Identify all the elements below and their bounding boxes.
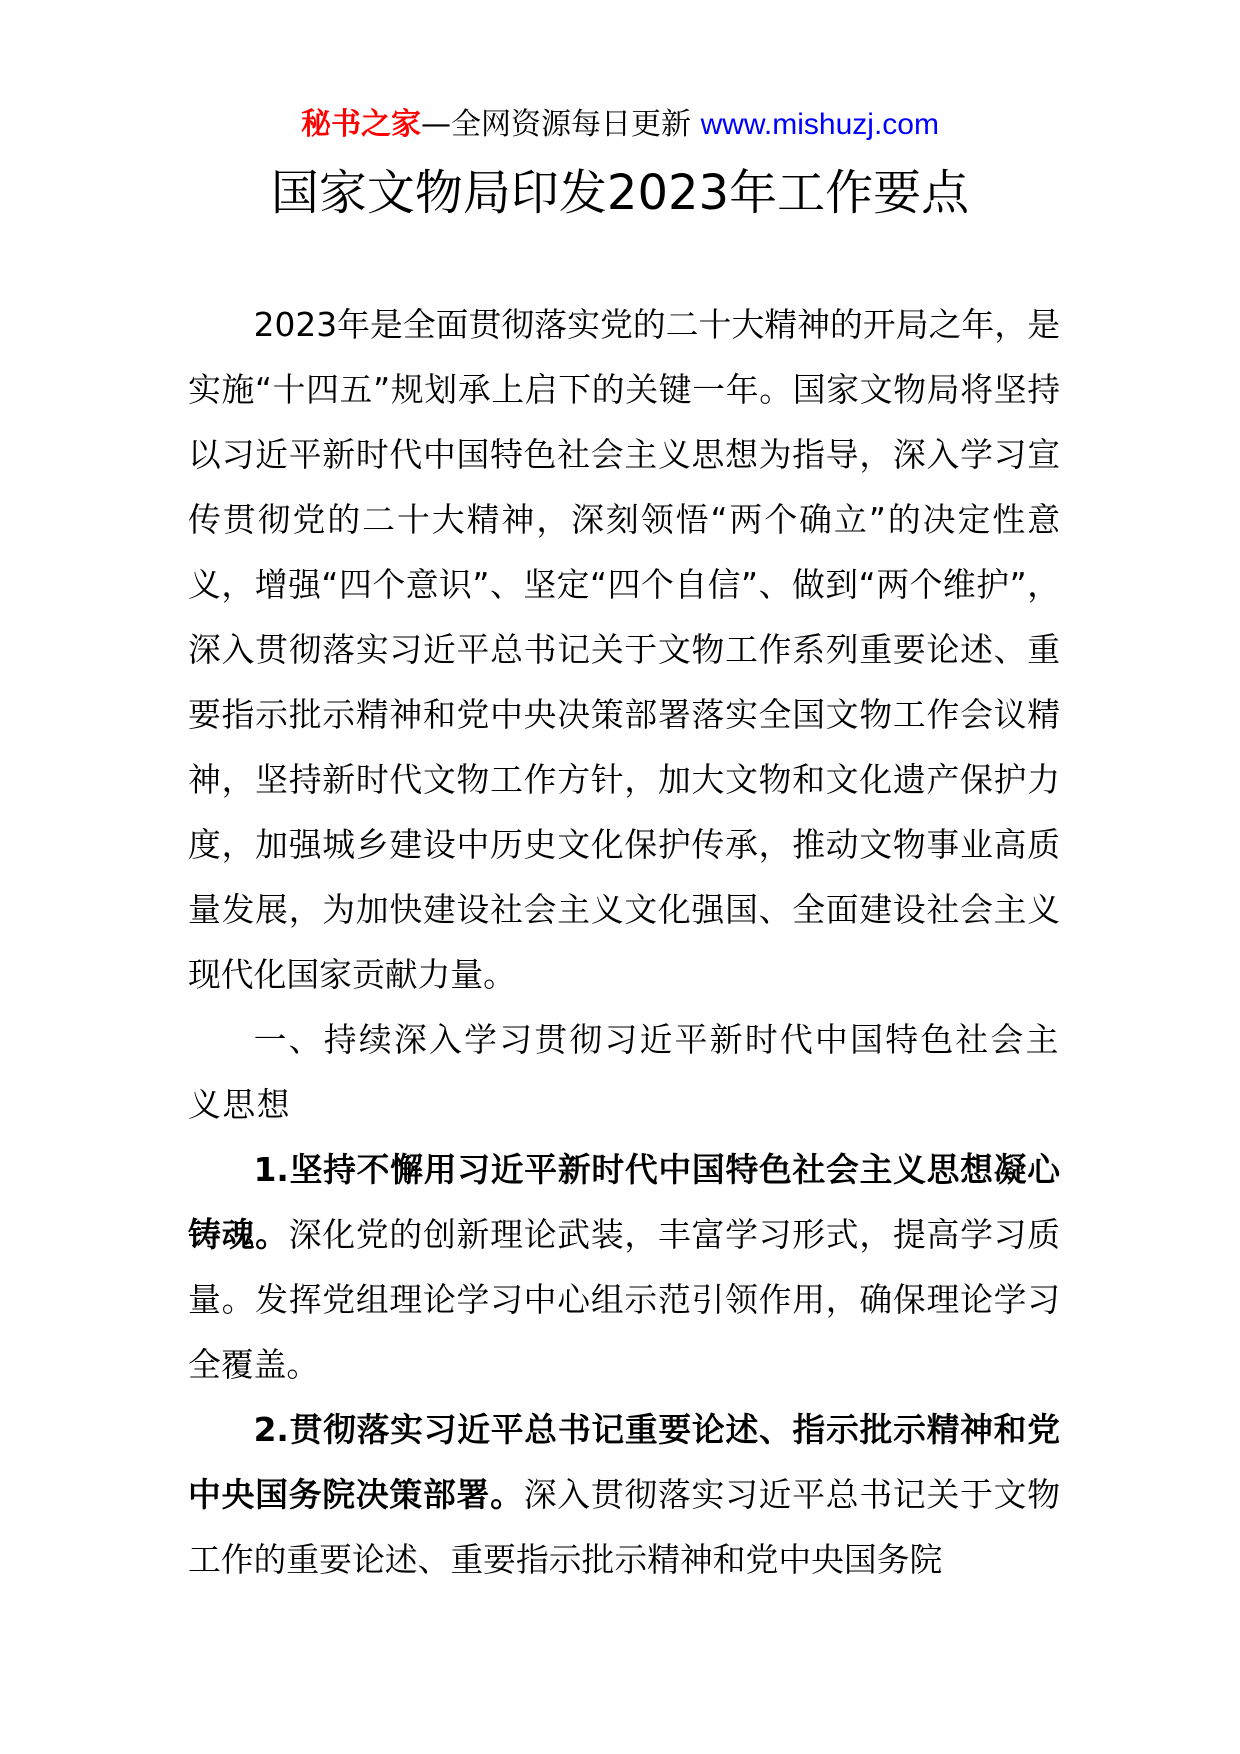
item-paragraph-2: [188, 1398, 1060, 1593]
brand-name: 秘书之家: [301, 107, 422, 142]
site-url-link[interactable]: www.mishuzj.com: [700, 108, 939, 141]
item-paragraph-1: [188, 1138, 1060, 1398]
watermark-header: [0, 100, 1240, 150]
section-heading: 一、持续深入学习贯彻习近平新时代中国特色社会主义思想: [188, 1021, 1060, 1124]
item-2-text: 深入贯彻落实习近平总书记关于文物工作的重要论述、重要指示批示精神和党中央国务院: [188, 1476, 1061, 1579]
item-2-heading: 2.贯彻落实习近平总书记重要论述、指示批示精神和党中央国务院决策部署。: [188, 1411, 1060, 1514]
item-1-text: 深化党的创新理论武装，丰富学习形式，提高学习质量。发挥党组理论学习中心组示范引领作用，确保理论学习全覆盖。: [188, 1216, 1061, 1384]
document-body: [188, 293, 1060, 1593]
item-1-heading: 1.坚持不懈用习近平新时代中国特色社会主义思想凝心铸魂。: [188, 1151, 1060, 1254]
document-title: 国家文物局印发2023年工作要点: [270, 165, 970, 221]
brand-tagline: —全网资源每日更新: [421, 107, 701, 142]
intro-paragraph: 2023年是全面贯彻落实党的二十大精神的开局之年，是实施“十四五”规划承上启下的关键一年。国家文物局将坚持以习近平新时代中国特色社会主义思想为指导，深入学习宣传贯彻党的二十大精神，深刻领悟“两个确立”的决定性意义，增强“四个意识”、坚定“四个自信”、做到“两个维护”，深入贯彻落实习近平总书记关于文物工作系列重要论述、重要指示批示精神和党中央决策部署落实全国文物工作会议精神，坚持新时代文物工作方针，加大文物和文化遗产保护力度，加强城乡建设中历史文化保护传承，推动文物事业高质量发展，为加快建设社会主义文化强国、全面建设社会主义现代化国家贡献力量。: [188, 306, 1060, 994]
